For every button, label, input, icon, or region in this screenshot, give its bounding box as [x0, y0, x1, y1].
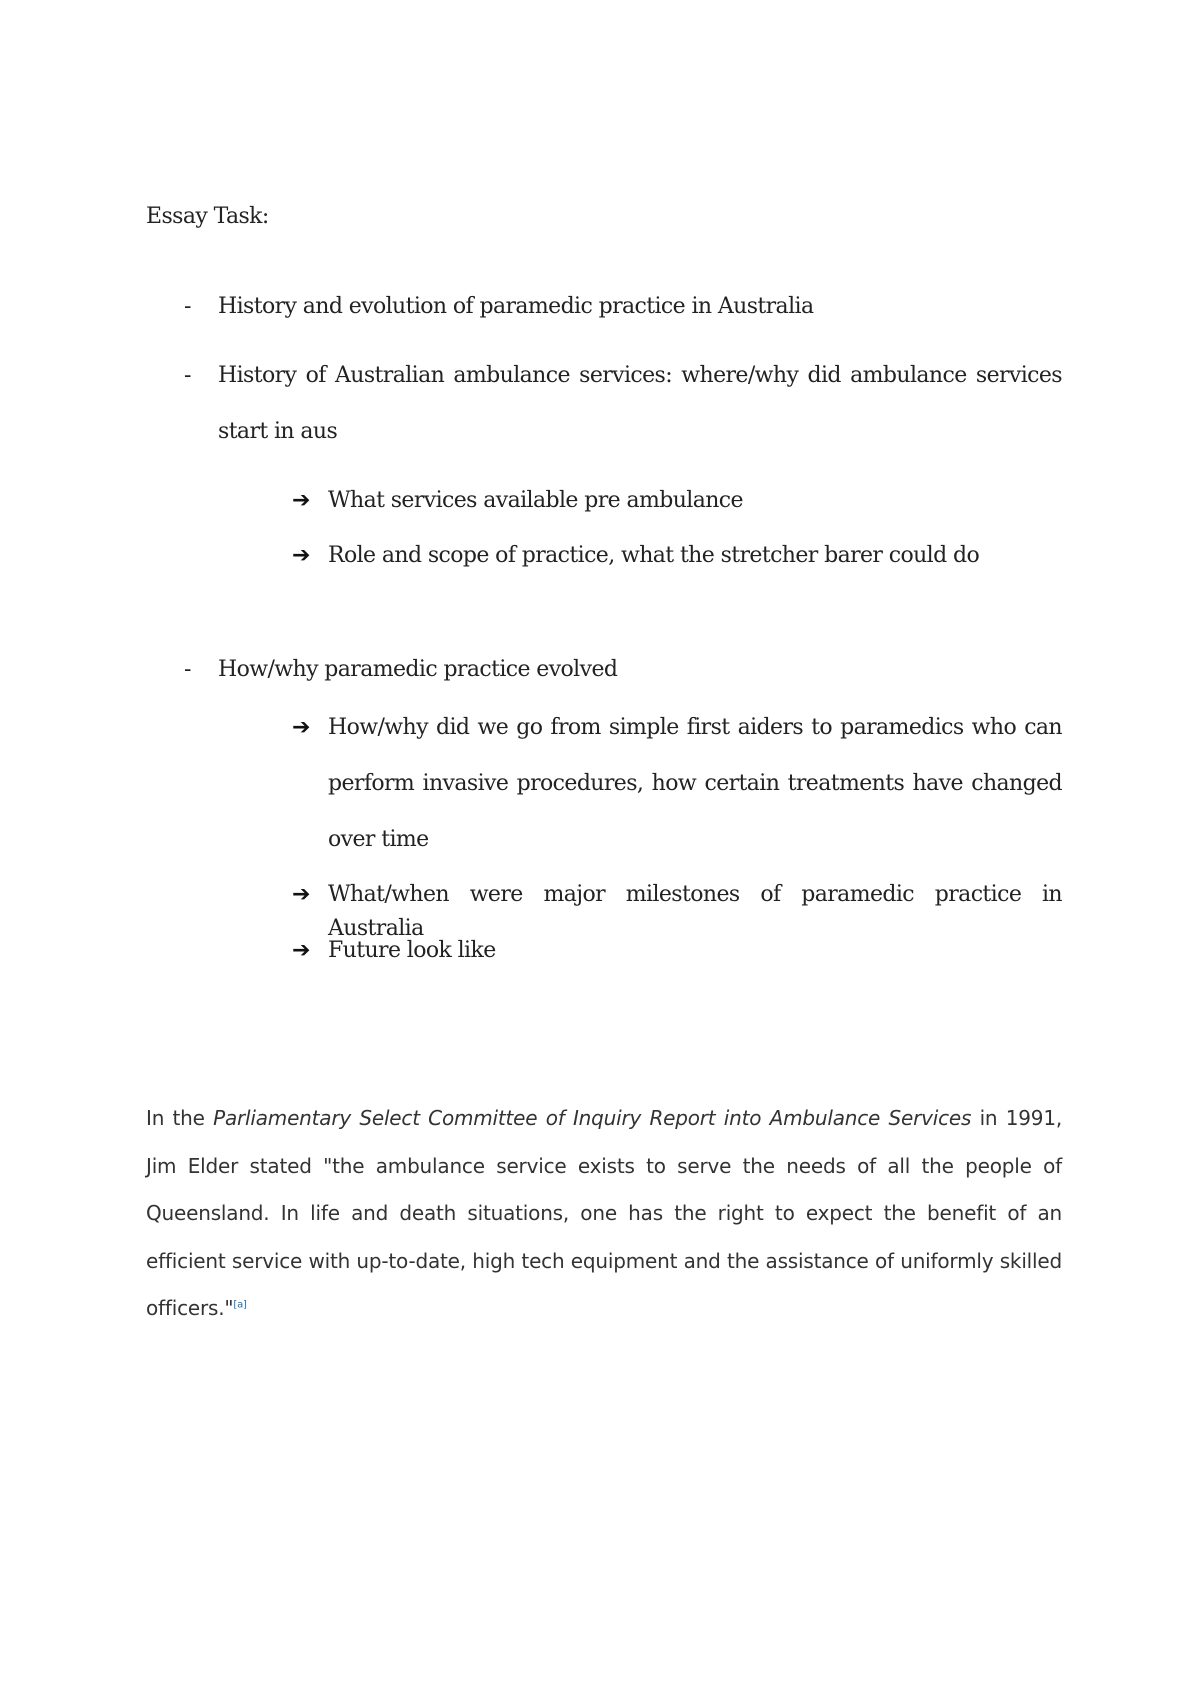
- quote-paragraph: [146, 1095, 1062, 1333]
- sub-list-item-text: Role and scope of practice, what the stretcher barer could do: [328, 543, 980, 568]
- list-item-text: History of Australian ambulance services: where/why did ambulance services start in aus: [218, 363, 1062, 444]
- quote-body: in 1991, Jim Elder stated "the ambulance service exists to serve the needs of all the people of Queensland. In life and death situations, one has the right to expect the benefit of an efficient service with up-to-date, high tech equipment and the assistance of uniformly skilled officers.": [146, 1106, 1062, 1320]
- right-arrow-icon: ➔: [292, 938, 310, 963]
- sub-list-item-text: What services available pre ambulance: [328, 488, 743, 513]
- dash-bullet: -: [184, 294, 191, 319]
- dash-bullet: -: [184, 363, 191, 388]
- quote-lead: In the: [146, 1106, 214, 1130]
- right-arrow-icon: ➔: [292, 543, 310, 568]
- right-arrow-icon: ➔: [292, 488, 310, 513]
- right-arrow-icon: ➔: [292, 882, 310, 907]
- sub-list-item-text: What/when were major milestones of paramedic practice in Australia: [328, 882, 1062, 941]
- page-title: Essay Task:: [146, 204, 269, 229]
- sub-list-item-text: How/why did we go from simple first aiders to paramedics who can perform invasive procedures, how certain treatments have changed over time: [328, 715, 1062, 852]
- list-item-text: History and evolution of paramedic practice in Australia: [218, 294, 814, 319]
- list-item-text: How/why paramedic practice evolved: [218, 657, 618, 682]
- right-arrow-icon: ➔: [292, 715, 310, 740]
- dash-bullet: -: [184, 657, 191, 682]
- sub-list-item-text: Future look like: [328, 938, 496, 963]
- report-title: Parliamentary Select Committee of Inquiry Report into Ambulance Services: [213, 1106, 972, 1130]
- reference-marker[interactable]: [a]: [233, 1299, 247, 1311]
